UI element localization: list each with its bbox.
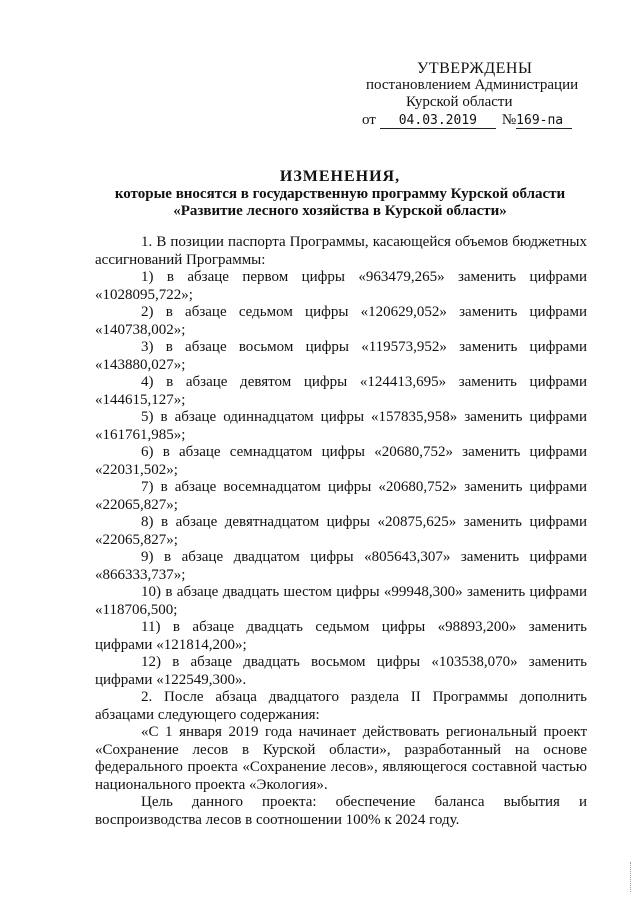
- document-heading: [60, 168, 620, 220]
- approval-title: УТВЕРЖДЕНЫ: [417, 60, 533, 77]
- approval-region: Курской области: [406, 94, 513, 110]
- approval-date-line: [362, 112, 612, 129]
- list-item: 11) в абзаце двадцать седьмом цифры «98893,200» заменить цифрами «121814,200»;: [95, 619, 587, 653]
- heading-title: ИЗМЕНЕНИЯ,: [279, 168, 401, 185]
- list-item: 5) в абзаце одиннадцатом цифры «157835,958» заменить цифрами «161761,985»;: [95, 409, 587, 443]
- list-item: 9) в абзаце двадцатом цифры «805643,307» заменить цифрами «866333,737»;: [95, 549, 587, 583]
- approval-date: 04.03.2019: [380, 113, 496, 129]
- margin-mark: [630, 862, 635, 892]
- paragraph: «С 1 января 2019 года начинает действовать региональный проект «Сохранение лесов в Курской области», разработанный на основе федерального проекта «Сохранение лесов», являющегося составной частью национального проекта «Экология».: [95, 724, 587, 793]
- document-body: [95, 234, 587, 829]
- paragraph: 1. В позиции паспорта Программы, касающейся объемов бюджетных ассигнований Программы:: [95, 234, 587, 268]
- list-item: 6) в абзаце семнадцатом цифры «20680,752» заменить цифрами «22031,502»;: [95, 444, 587, 478]
- list-item: 1) в абзаце первом цифры «963479,265» заменить цифрами «1028095,722»;: [95, 269, 587, 303]
- paragraph: 2. После абзаца двадцатого раздела II Программы дополнить абзацами следующего содержания:: [95, 689, 587, 723]
- list-item: 10) в абзаце двадцать шестом цифры «99948,300» заменить цифрами «118706,500;: [95, 584, 587, 618]
- list-item: 4) в абзаце девятом цифры «124413,695» заменить цифрами «144615,127»;: [95, 374, 587, 408]
- list-item: 8) в абзаце девятнадцатом цифры «20875,625» заменить цифрами «22065,827»;: [95, 514, 587, 548]
- list-item: 12) в абзаце двадцать восьмом цифры «103538,070» заменить цифрами «122549,300».: [95, 654, 587, 688]
- list-item: 3) в абзаце восьмом цифры «119573,952» заменить цифрами «143880,027»;: [95, 339, 587, 373]
- number-prefix: №: [501, 112, 517, 128]
- list-item: 2) в абзаце седьмом цифры «120629,052» заменить цифрами «140738,002»;: [95, 304, 587, 338]
- approval-stamp: [362, 60, 612, 129]
- date-prefix: от: [362, 112, 376, 128]
- list-item: 7) в абзаце восемнадцатом цифры «20680,752» заменить цифрами «22065,827»;: [95, 479, 587, 513]
- paragraph: Цель данного проекта: обеспечение баланса выбытия и воспроизводства лесов в соотношении 100% к 2024 году.: [95, 794, 587, 828]
- approval-issuer: постановлением Администрации: [366, 77, 579, 93]
- heading-subtitle: которые вносятся в государственную программу Курской области: [114, 186, 566, 202]
- heading-program-name: «Развитие лесного хозяйства в Курской области»: [173, 203, 507, 219]
- approval-number: 169-па: [516, 113, 572, 129]
